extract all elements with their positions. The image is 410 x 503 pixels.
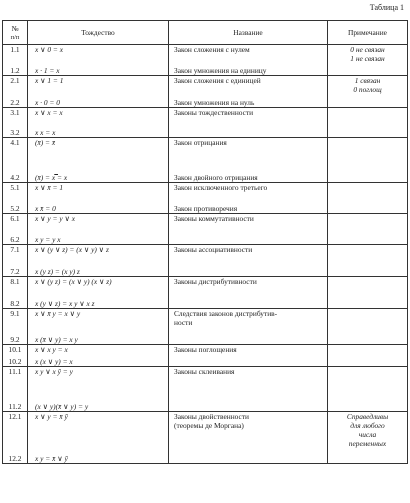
law-identity-cell: [28, 214, 169, 245]
law-identity: x ∨ x̄ = 1: [35, 183, 64, 192]
law-number-cell: [3, 45, 28, 76]
table-row: [3, 45, 408, 76]
law-name-cell: [169, 214, 328, 245]
law-note: для любого: [350, 421, 385, 430]
law-identity-cell: [28, 412, 169, 464]
law-identity-cell: [28, 138, 169, 183]
law-number-cell: [3, 412, 28, 464]
law-number: 7.2: [10, 267, 20, 276]
law-number-cell: [3, 277, 28, 309]
header-note: Примечание: [328, 21, 408, 45]
table-row: [3, 108, 408, 138]
law-note-cell: [328, 76, 408, 108]
law-name: Закон сложения с нулем: [174, 45, 250, 54]
law-number: 6.1: [10, 214, 20, 223]
law-number: 11.2: [8, 402, 22, 411]
law-note: 0 поглощ: [353, 85, 382, 94]
law-number: 3.1: [10, 108, 20, 117]
law-name: Законы дистрибутивности: [174, 277, 257, 286]
table-caption: Таблица 1: [369, 3, 404, 12]
law-number: 10.2: [8, 357, 22, 366]
law-name-cell: [169, 345, 328, 367]
law-name-cell: [169, 367, 328, 412]
law-note-cell: [328, 309, 408, 345]
law-name-cell: [169, 277, 328, 309]
boolean-laws-table: [2, 20, 408, 464]
law-identity: x · 1 = x: [35, 66, 60, 75]
law-name: Законы коммутативности: [174, 214, 254, 223]
law-identity: x y = y x: [35, 235, 61, 244]
law-identity-cell: [28, 367, 169, 412]
law-number: 8.2: [10, 299, 20, 308]
table-row: [3, 412, 408, 464]
law-number: 9.1: [10, 309, 20, 318]
law-note: 0 не связан: [350, 45, 385, 54]
law-identity: x ∨ x̄ y = x ∨ y: [35, 309, 81, 318]
law-number-cell: [3, 345, 28, 367]
law-note-cell: [328, 245, 408, 277]
law-identity-cell: [28, 45, 169, 76]
law-identity-cell: [28, 345, 169, 367]
law-note-cell: [328, 45, 408, 76]
law-note-cell: [328, 412, 408, 464]
law-number: 12.2: [8, 454, 22, 463]
law-number-cell: [3, 214, 28, 245]
law-number: 9.2: [10, 335, 20, 344]
law-number: 2.2: [10, 98, 20, 107]
law-identity: x · 0 = 0: [35, 98, 60, 107]
law-identity-cell: [28, 277, 169, 309]
law-note: Справедливы: [346, 412, 389, 421]
table-row: [3, 183, 408, 214]
law-number: 7.1: [10, 245, 20, 254]
header-number: № п/п: [3, 21, 28, 45]
law-identity: x y = x̄ ∨ ȳ: [35, 454, 68, 463]
law-name-cell: [169, 412, 328, 464]
table-row: [3, 277, 408, 309]
law-name: Закон отрицания: [174, 138, 227, 147]
law-identity-cell: [28, 76, 169, 108]
law-identity: (x ∨ y)(x̄ ∨ y) = y: [35, 402, 89, 411]
law-identity: x y ∨ x ȳ = y: [35, 367, 73, 376]
law-number-cell: [3, 108, 28, 138]
law-name: Законы ассоциативности: [174, 245, 253, 254]
law-identity: x ∨ (y ∨ z) = (x ∨ y) ∨ z: [35, 245, 109, 254]
law-identity-cell: [28, 108, 169, 138]
law-identity: x (x̄ ∨ y) = x y: [35, 335, 78, 344]
law-number: 11.1: [8, 367, 22, 376]
law-note-cell: [328, 138, 408, 183]
law-number: 10.1: [8, 345, 22, 354]
law-number: 6.2: [10, 235, 20, 244]
law-name: Законы поглощения: [174, 345, 237, 354]
law-name-cell: [169, 309, 328, 345]
law-note: числа: [358, 430, 377, 439]
law-name: Законы склеивания: [174, 367, 235, 376]
law-number: 1.1: [10, 45, 20, 54]
law-name: Закон умножения на единицу: [174, 66, 267, 75]
law-note-cell: [328, 367, 408, 412]
law-identity: x ∨ x = x: [35, 108, 63, 117]
header-name: Название: [169, 21, 328, 45]
law-identity: x x̄ = 0: [35, 204, 56, 213]
law-identity: x (y z) = (x y) z: [35, 267, 80, 276]
table-header-row: [3, 21, 408, 45]
law-number: 5.2: [10, 204, 20, 213]
law-note-cell: [328, 214, 408, 245]
law-identity: (x̄) = x̄: [35, 138, 56, 147]
law-note: переменных: [348, 439, 387, 448]
law-name: Законы тождественности: [174, 108, 254, 117]
law-note-cell: [328, 108, 408, 138]
table-row: [3, 214, 408, 245]
law-number: 8.1: [10, 277, 20, 286]
law-identity: (x̄) = x̿ = x: [35, 173, 68, 182]
law-number: 1.2: [10, 66, 20, 75]
law-identity: x (y ∨ z) = x y ∨ x z: [35, 299, 95, 308]
law-number: 3.2: [10, 128, 20, 137]
law-number-cell: [3, 245, 28, 277]
table-row: [3, 309, 408, 345]
law-identity: x (x ∨ y) = x: [35, 357, 73, 366]
law-number: 5.1: [10, 183, 20, 192]
law-name-cell: [169, 76, 328, 108]
law-identity: x ∨ y = y ∨ x: [35, 214, 76, 223]
law-identity: x ∨ x y = x: [35, 345, 68, 354]
law-name: Законы двойственности: [174, 412, 250, 421]
law-name: ности: [174, 318, 193, 327]
law-name-cell: [169, 108, 328, 138]
law-note-cell: [328, 183, 408, 214]
law-identity-cell: [28, 309, 169, 345]
law-name-cell: [169, 183, 328, 214]
law-note: 1 не связан: [350, 54, 385, 63]
law-note: 1 связан: [354, 76, 381, 85]
law-number-cell: [3, 76, 28, 108]
table-row: [3, 245, 408, 277]
table-row: [3, 367, 408, 412]
law-number-cell: [3, 367, 28, 412]
law-name: (теоремы де Моргана): [174, 421, 244, 430]
table-row: [3, 76, 408, 108]
law-note-cell: [328, 345, 408, 367]
law-identity: x ∨ 1 = 1: [35, 76, 64, 85]
law-identity: x ∨ (y z) = (x ∨ y) (x ∨ z): [35, 277, 112, 286]
law-name-cell: [169, 245, 328, 277]
law-number: 4.1: [10, 138, 20, 147]
law-identity: x ∨ y = x̄ ȳ: [35, 412, 68, 421]
law-number: 12.1: [8, 412, 22, 421]
law-name-cell: [169, 45, 328, 76]
law-name-cell: [169, 138, 328, 183]
table-row: [3, 138, 408, 183]
law-number: 4.2: [10, 173, 20, 182]
law-number-cell: [3, 138, 28, 183]
header-identity: Тождество: [28, 21, 169, 45]
law-note-cell: [328, 277, 408, 309]
law-name: Закон двойного отрицания: [174, 173, 258, 182]
law-name: Закон умножения на нуль: [174, 98, 255, 107]
law-name: Закон противоречия: [174, 204, 238, 213]
law-number-cell: [3, 183, 28, 214]
law-identity-cell: [28, 183, 169, 214]
law-identity: x x = x: [35, 128, 56, 137]
law-name: Закон сложения с единицей: [174, 76, 261, 85]
law-number-cell: [3, 309, 28, 345]
law-name: Следствия законов дистрибутив-: [174, 309, 278, 318]
law-identity: x ∨ 0 = x: [35, 45, 64, 54]
law-name: Закон исключенного третьего: [174, 183, 268, 192]
law-identity-cell: [28, 245, 169, 277]
table-row: [3, 345, 408, 367]
law-number: 2.1: [10, 76, 20, 85]
